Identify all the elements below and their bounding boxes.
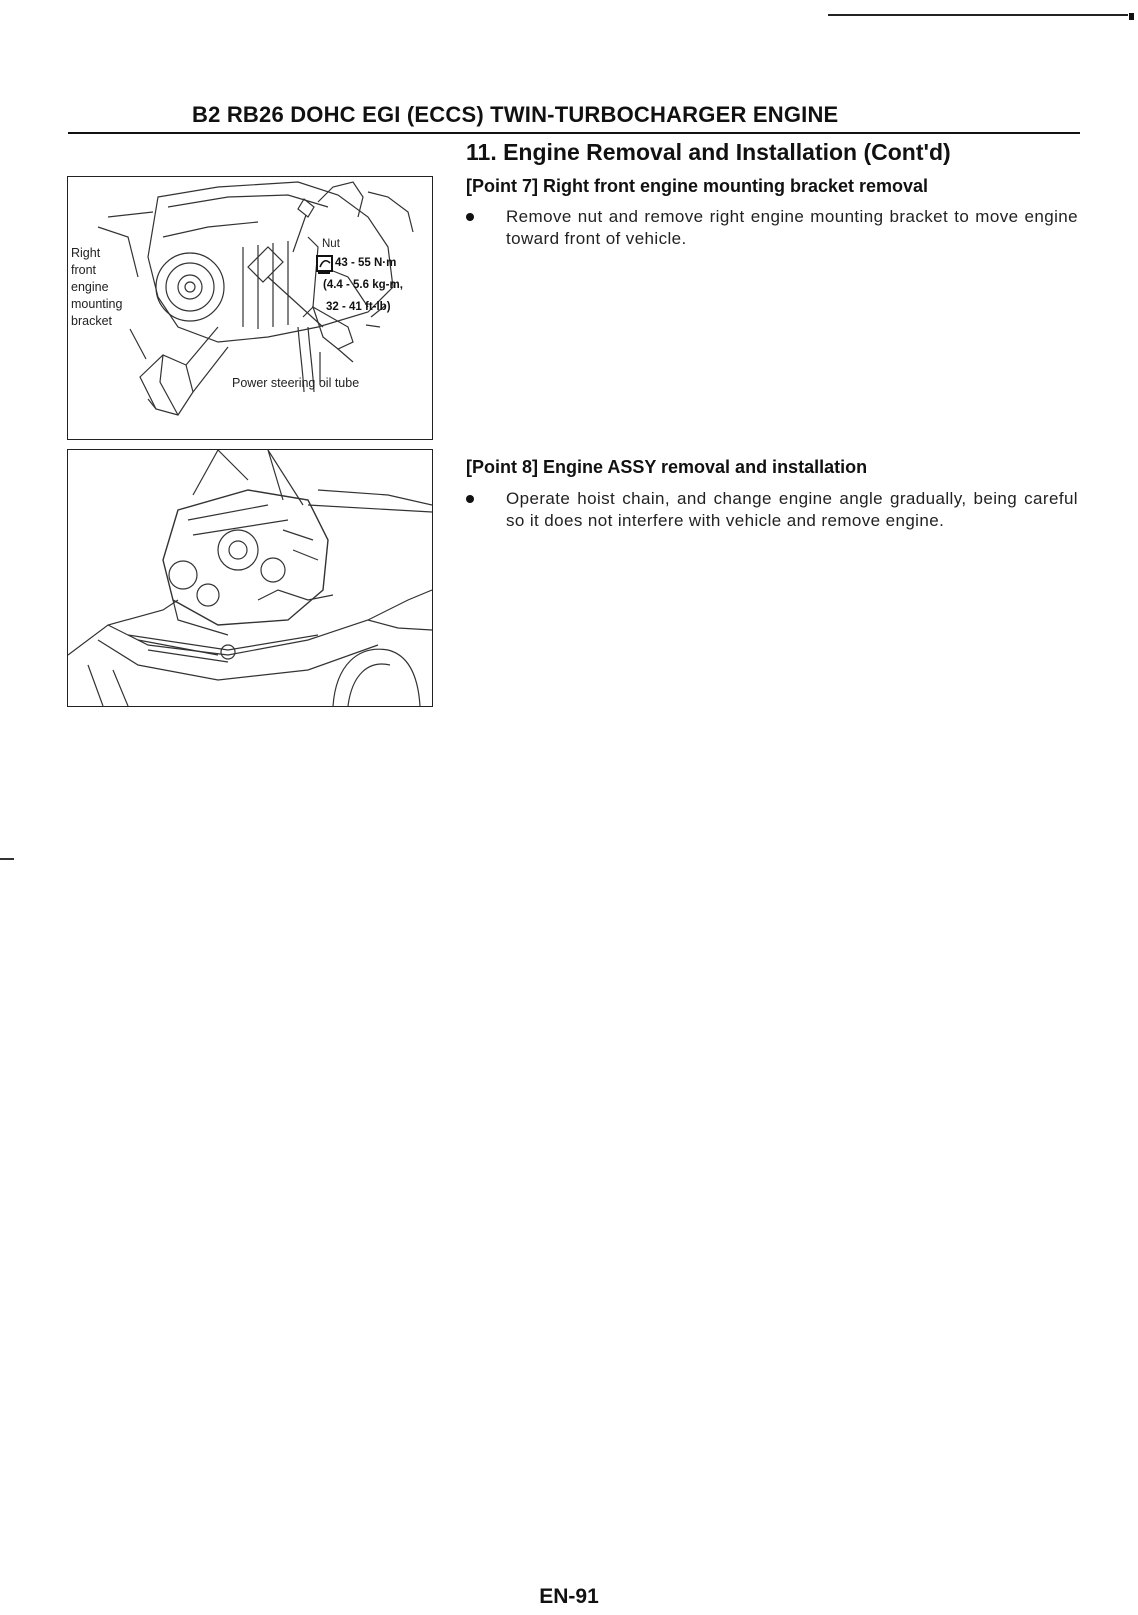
point8-bullet-text: Operate hoist chain, and change engine angle gradually, being careful so it does not interfere with vehicle and remove engine. xyxy=(506,489,1078,530)
page-number: EN-91 xyxy=(539,1585,599,1608)
engine-hoist-illustration xyxy=(68,450,432,706)
section-title: 11. Engine Removal and Installation (Cont'd) xyxy=(466,139,951,165)
label-nut: Nut xyxy=(322,238,340,250)
torque-icon xyxy=(317,256,332,273)
point8-bullet xyxy=(466,488,1078,560)
bullet-dot xyxy=(466,213,474,221)
header-rule xyxy=(68,132,1080,134)
label-bracket-line5: bracket xyxy=(71,314,112,328)
label-bracket-line3: engine xyxy=(71,280,109,294)
point7-bullet-text: Remove nut and remove right engine mounting bracket to move engine toward front of vehicle. xyxy=(506,207,1078,248)
bullet-dot xyxy=(466,495,474,503)
label-bracket-line1: Right xyxy=(71,246,101,260)
top-corner-rule xyxy=(828,14,1128,16)
point7-heading: [Point 7] Right front engine mounting bracket removal xyxy=(466,176,929,196)
top-corner-mark xyxy=(1129,13,1134,20)
label-power-steering-tube: Power steering oil tube xyxy=(232,376,360,390)
figure-engine-hoist xyxy=(67,449,433,707)
torque-spec-line2: (4.4 - 5.6 kg-m, xyxy=(323,279,403,291)
point8-heading: [Point 8] Engine ASSY removal and installation xyxy=(466,457,868,477)
torque-spec-line3: 32 - 41 ft-lb) xyxy=(326,301,391,313)
label-bracket-line4: mounting xyxy=(71,297,123,311)
label-bracket-line2: front xyxy=(71,263,97,277)
torque-spec-line1: 43 - 55 N·m xyxy=(335,257,397,269)
point7-bullet xyxy=(466,206,1078,256)
margin-tick xyxy=(0,858,14,860)
page-header-title: B2 RB26 DOHC EGI (ECCS) TWIN-TURBOCHARGER ENGINE xyxy=(192,102,839,127)
figure-mounting-bracket xyxy=(67,176,433,440)
